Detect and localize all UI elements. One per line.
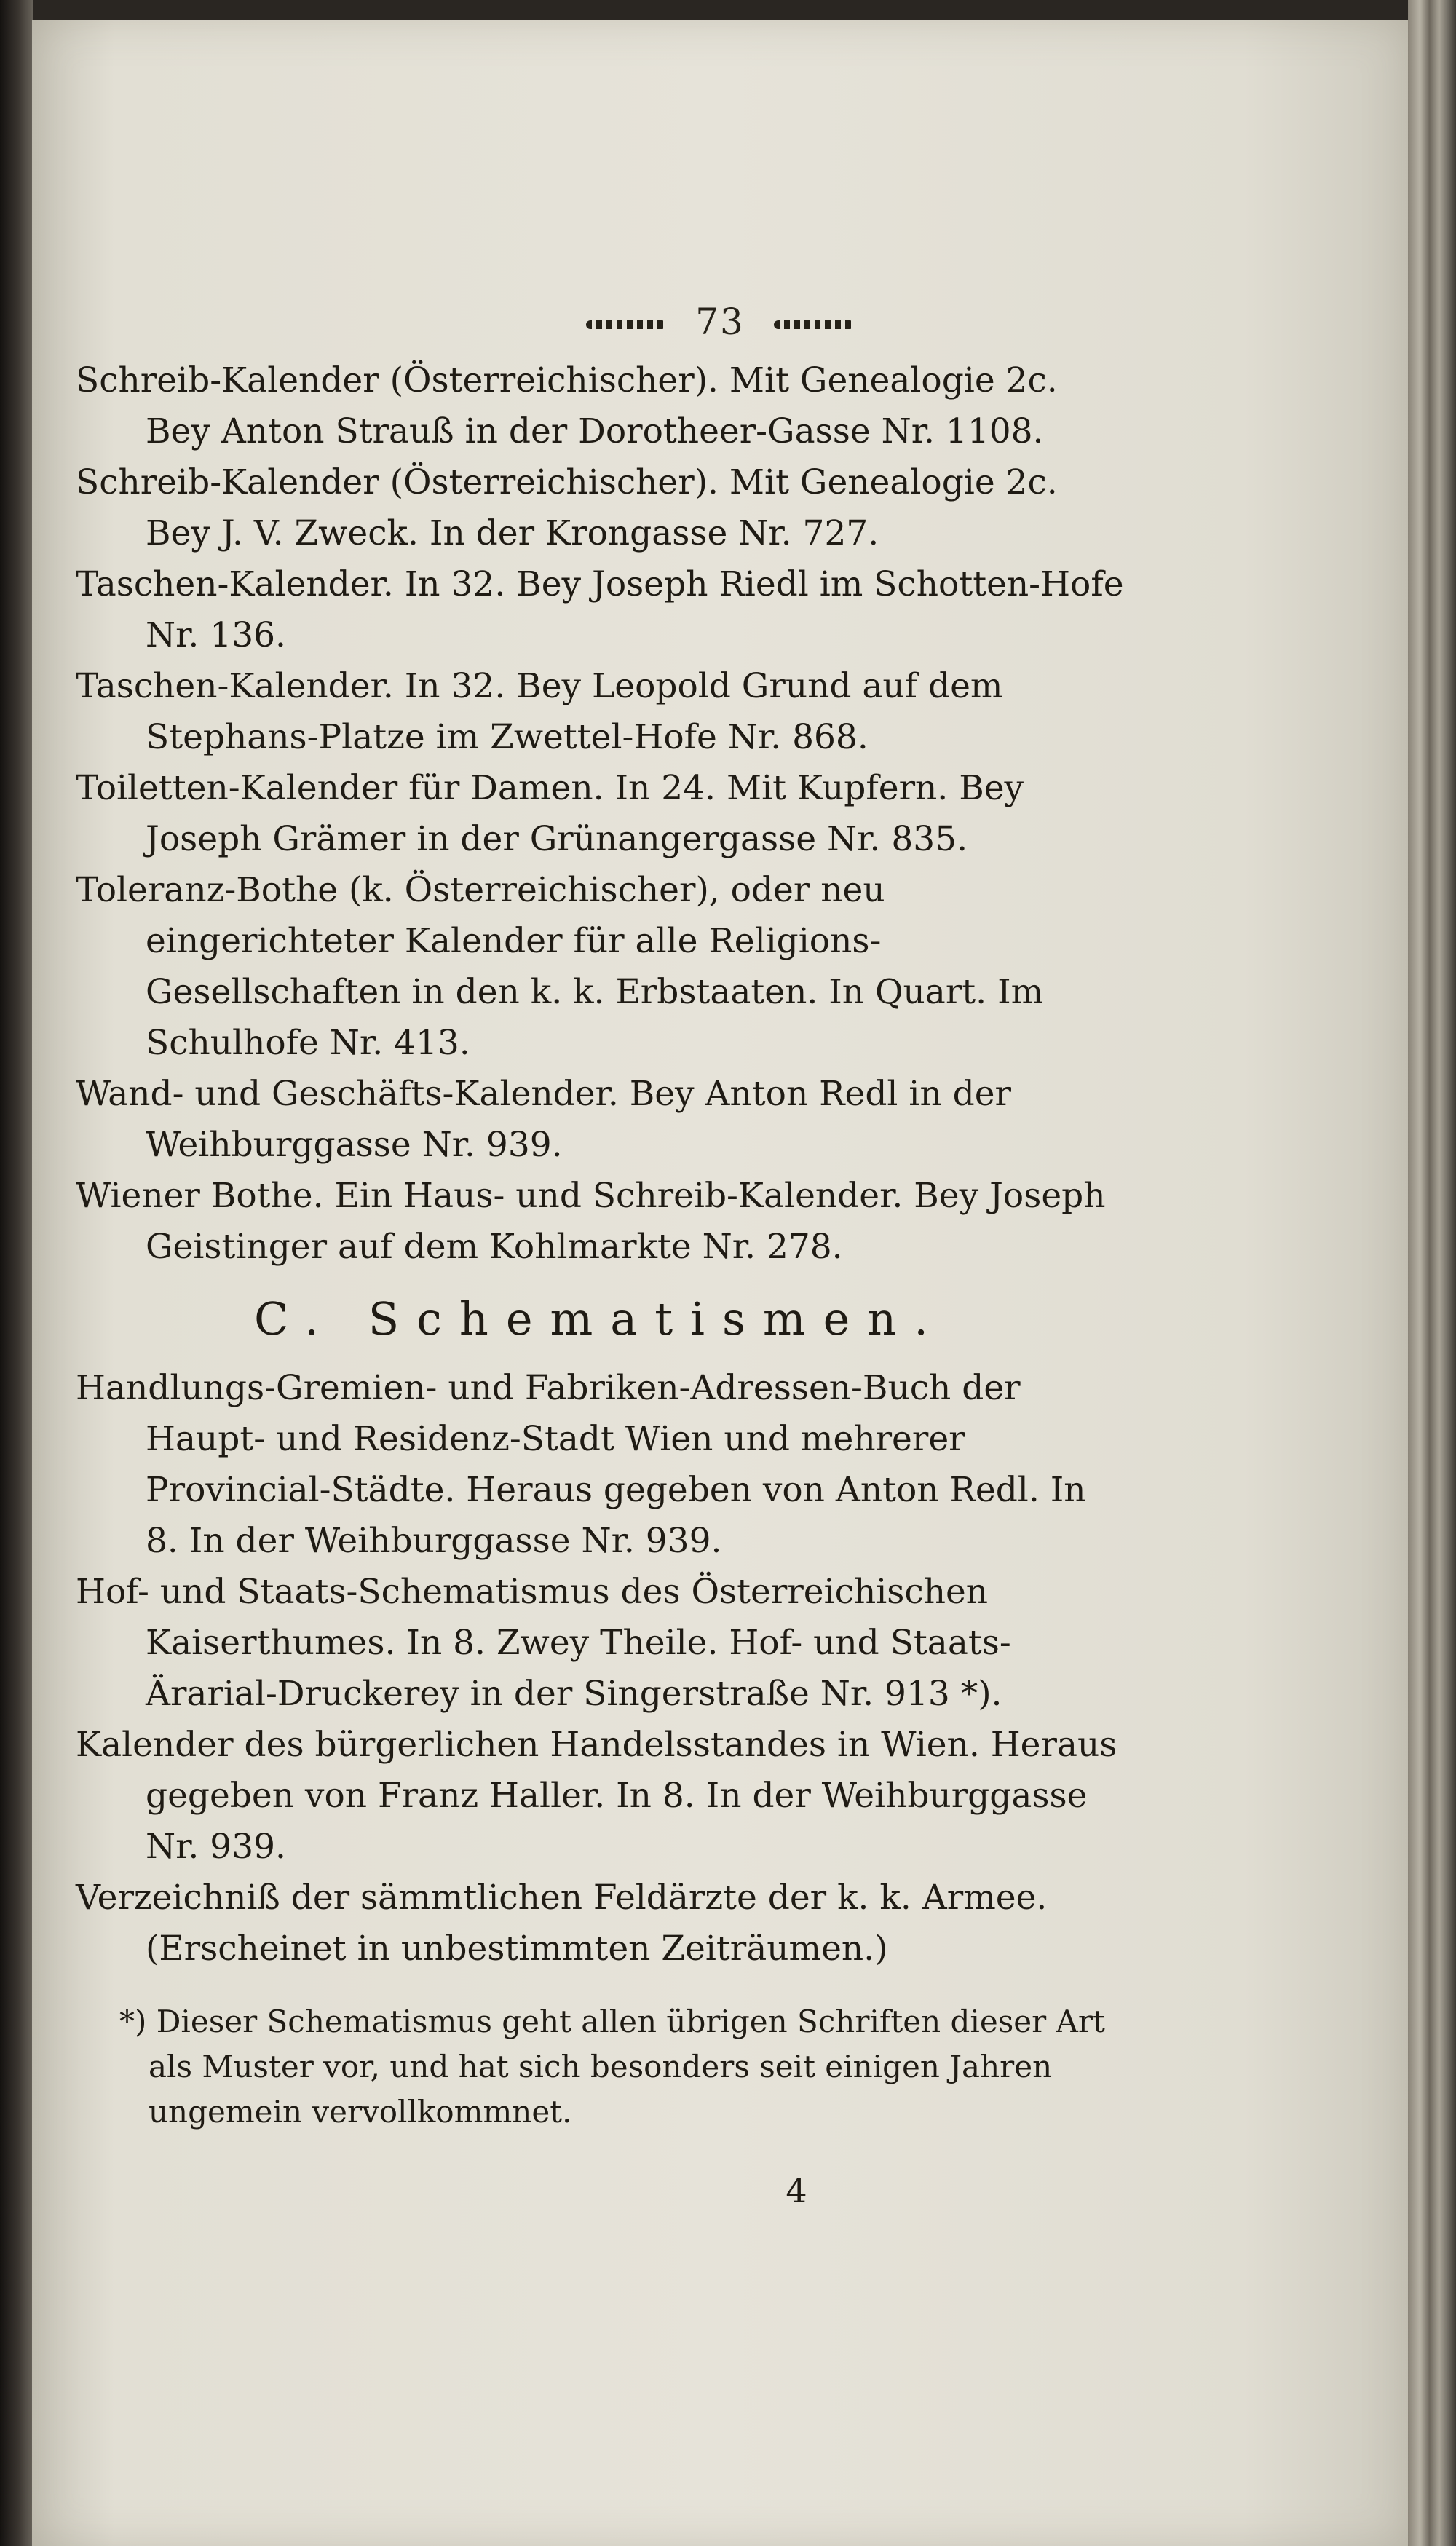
entry: Taschen-Kalender. In 32. Bey Leopold Grund auf dem Stephans-Platze im Zwettel-Hofe Nr. 868. [76,666,1003,757]
page-header [32,301,1408,343]
ornament-left [586,320,666,329]
page-body [76,355,1124,2216]
book-spine-shadow [0,0,33,2546]
entry: Wand- und Geschäfts-Kalender. Bey Anton Redl in der Weihburggasse Nr. 939. [76,1074,1012,1165]
entry: Taschen-Kalender. In 32. Bey Joseph Riedl im Schotten-Hofe Nr. 136. [76,564,1124,655]
footnote: *) Dieser Schematismus geht allen übrigen Schriften dieser Art als Muster vor, und hat sich besonders seit einigen Jahren ungemein vervollkommnet. [119,2004,1105,2130]
entry: Schreib-Kalender (Österreichischer). Mit Genealogie 2c. Bey J. V. Zweck. In der Krongasse Nr. 727. [76,462,1058,553]
entry: Toiletten-Kalender für Damen. In 24. Mit Kupfern. Bey Joseph Grämer in der Grünangergasse Nr. 835. [76,768,1024,859]
entry: Hof- und Staats-Schematismus des Österreichischen Kaiserthumes. In 8. Zwey Theile. Hof- und Staats-Ärarial-Druckerey in der Singerstraße Nr. 913 *). [76,1572,1011,1714]
page-edges [1408,0,1456,2546]
entry: Verzeichniß der sämmtlichen Feldärzte der k. k. Armee. (Erscheinet in unbestimmten Zeiträumen.) [76,1878,1048,1969]
entry: Kalender des bürgerlichen Handelsstandes in Wien. Heraus gegeben von Franz Haller. In 8. In der Weihburggasse Nr. 939. [76,1725,1117,1867]
entry: Wiener Bothe. Ein Haus- und Schreib-Kalender. Bey Joseph Geistinger auf dem Kohlmarkte Nr. 278. [76,1176,1106,1267]
book-page [32,20,1408,2546]
signature-mark: 4 [786,2171,807,2210]
entry: Schreib-Kalender (Österreichischer). Mit Genealogie 2c. Bey Anton Strauß in der Dorotheer-Gasse Nr. 1108. [76,360,1058,451]
entry: Handlungs-Gremien- und Fabriken-Adressen-Buch der Haupt- und Residenz-Stadt Wien und mehrerer Provincial-Städte. Heraus gegeben von Anton Redl. In 8. In der Weihburggasse Nr. 939. [76,1368,1086,1561]
page-number: 73 [695,301,745,343]
ornament-right [774,320,854,329]
section-heading: C. Schematismen. [254,1292,946,1345]
entry: Toleranz-Bothe (k. Österreichischer), oder neu eingerichteter Kalender für alle Religions-Gesellschaften in den k. k. Erbstaaten. In Quart. Im Schulhofe Nr. 413. [76,870,1044,1063]
